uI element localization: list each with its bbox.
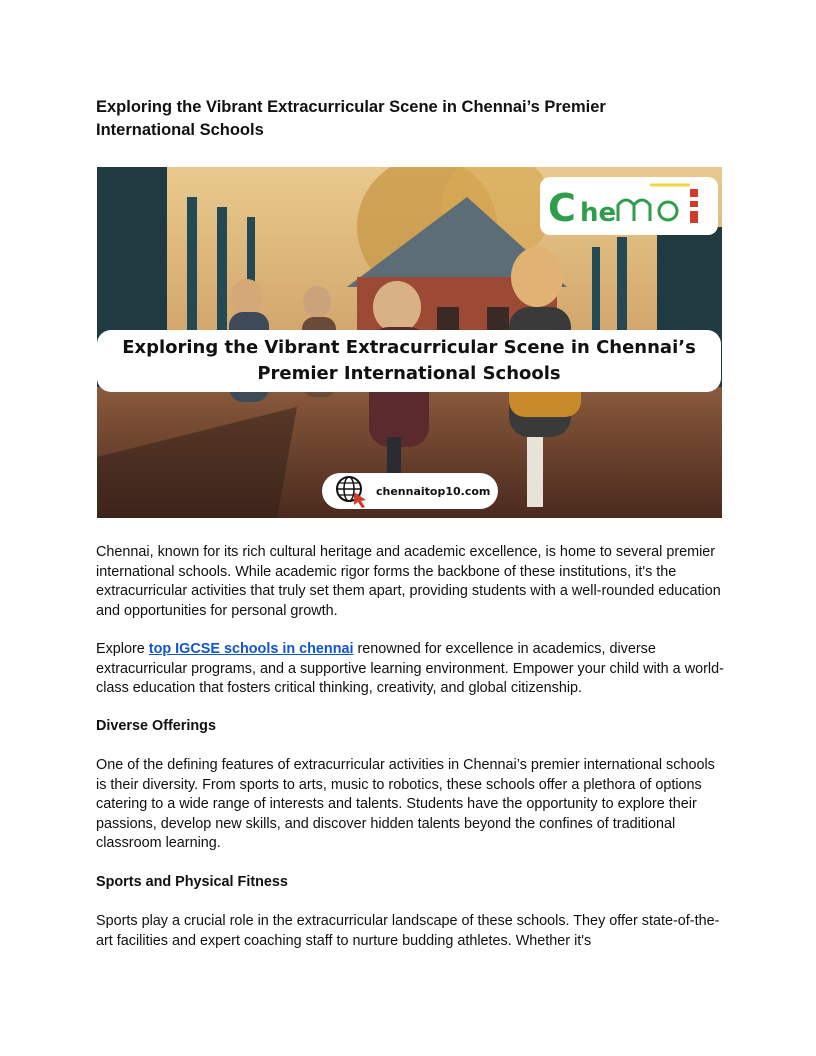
svg-text:he: he — [580, 198, 617, 228]
globe-cursor-icon — [334, 474, 370, 508]
explore-prefix: Explore — [96, 641, 149, 657]
section-heading-sports: Sports and Physical Fitness — [96, 874, 288, 890]
chennai-logo — [540, 177, 718, 235]
section-heading-diverse: Diverse Offerings — [96, 718, 216, 734]
section-text-diverse: One of the defining features of extracurricular activities in Chennai’s premier international schools is their diversity. From sports to arts, music to robotics, these schools offer a plethora of options catering to a wide range of interests and talents. Students have the opportunity to explore their passions, develop new skills, and discover hidden talents beyond the confines of traditional classroom learning. — [96, 757, 715, 851]
hero-banner-title: Exploring the Vibrant Extracurricular Scene in Chennai’s Premier International Schools — [97, 330, 721, 392]
igcse-schools-link[interactable]: top IGCSE schools in chennai — [148, 641, 354, 657]
section-text-sports: Sports play a crucial role in the extracurricular landscape of these schools. They offer state-of-the-art facilities and expert coaching staff to nurture budding athletes. Whether it's — [96, 913, 720, 949]
explore-suffix: renowned for excellence in academics, diverse extracurricular programs, and a supportive learning environment. Empower your child with a world-class education that fosters critical thinking, creativity, and global citizenship. — [96, 641, 724, 696]
page-title: Exploring the Vibrant Extracurricular Scene in Chennai’s Premier International Schools — [96, 98, 606, 139]
explore-paragraph — [96, 640, 726, 699]
intro-paragraph: Chennai, known for its rich cultural heritage and academic excellence, is home to several premier international schools. While academic rigor forms the backbone of these institutions, it's the extracurricular activities that truly set them apart, providing students with a well-rounded education and opportunities for personal growth. — [96, 544, 721, 619]
site-url-text: chennaitop10.com — [376, 484, 491, 498]
site-url-badge — [322, 473, 498, 509]
svg-text:C: C — [548, 186, 576, 230]
